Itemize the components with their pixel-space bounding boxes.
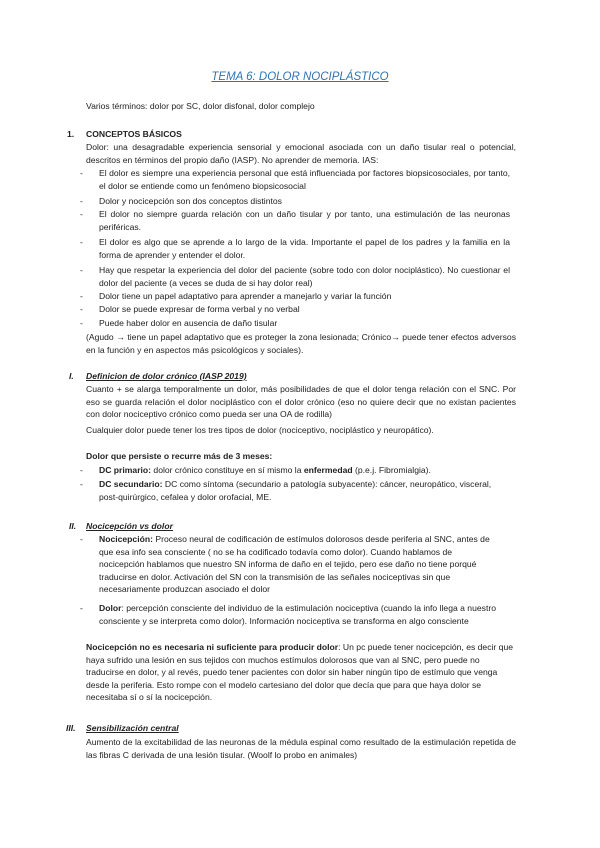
section-iii-numeral: III. [66, 723, 76, 733]
document-page: TEMA 6: DOLOR NOCIPLÁSTICO Varios términos: dolor por SC, dolor disfonal, dolor complejo 1. CONCEPTOS BÁSICOS Dolor: una desagradable experiencia sensorial y emocional asociada con un daño tisular real o potencial, descritos en términos del propio daño (IASP). No aprender de memoria. IAS: - El dolor es siempre una experiencia personal que está influenciada por factores biopsicosociales, por tanto, el dolor se entiende como un fenómeno biopsicosocial - Dolor y nocicepción son dos conceptos distintos - El dolor no siempre guarda relación con un daño tisular y por tanto, una estimulación de las neuronas periféricas. - El dolor es algo que se aprende a lo largo de la vida. Importante el papel de los padres y la familia en la forma de aprender y entender el dolor. - Hay que respetar la experiencia del dolor del paciente (sobre todo con dolor nociplástico). No cuestionar el dolor del paciente (a veces se duda de si hay dolor real) - Dolor tiene un papel adaptativo para aprender a manejarlo y variar la función - Dolor se puede expresar de forma verbal y no verbal - Puede haber dolor en ausencia de daño tisular (Agudo → tiene un papel adaptativo que es proteger la zona lesionada; Crónico→ puede tener efectos adversos en la función y en aspectos más psicológicos y sociales). I. Definicion de dolor crónico (IASP 2019) Cuanto + se alarga temporalmente un dolor, más posibilidades de que el dolor tenga relación con el SNC. Por eso se guarda relación el dolor nociplástico con el dolor crónico (eso no quiere decir que no existan pacientes con dolor nociceptivo crónico como pueda ser una OA de rodilla) Cualquier dolor puede tener los tres tipos de dolor (nociceptivo, nociplástico y neuropático). Dolor que persiste o recurre más de 3 meses: - DC primario: dolor crónico constituye en sí mismo la enfermedad (p.e.j. Fibromialgia). - DC secundario: DC como síntoma (secundario a patología subyacente): cáncer, neuropático, visceral, post-quirúrgico, cefalea y dolor orofacial, ME. II. Nocicepción vs dolor - Nocicepción: Proceso neural de codificación de estímulos dolorosos desde periferia al SNC, antes de que esa info sea consciente ( no se ha codificado todavía como dolor). Cuando hablamos de nocicepción hablamos que nuestro SN informa de daño en el tejido, pero ese daño no tiene porqué traducirse en dolor. Activación del SN con la transmisión de las señales nociceptivas sin que necesariamente produzcan asociado el dolor - Dolor: percepción consciente del individuo de la estimulación nociceptiva (cuando la info llega a nuestro consciente y se interpreta como dolor). Información nociceptiva se transforma en algo consciente Nocicepción no es necesaria ni suficiente para producir dolor: Un pc puede tener nocicepción, es decir que haya sufrido una lesión en sus tejidos con muchos estímulos dolorosos que van al SNC, pero puede no traducirse en dolor, y al revés, puedo tener pacientes con dolor sin haber ningún tipo de estímulo que venga desde la periferia. Esto rompe con el modelo cartesiano del dolor que decía que para que haya dolor se necesitaba sí o sí la nocicepción. III. Sensibilización central Aumento de la excitabilidad de las neuronas de la médula espinal como resultado de la estimulación repetida de las fibras C derivada de una lesión tisular. (Woolf lo probo en animales) [0, 0, 600, 848]
section-iii-title: Sensibilización central [86, 723, 179, 733]
section-i-numeral: I. [69, 371, 74, 381]
section-i-paragraph-2: Cualquier dolor puede tener los tres tipos de dolor (nociceptivo, nociplástico y neuropático). [86, 425, 434, 435]
section-i-paragraph-1: Cuanto + se alarga temporalmente un dolor, más posibilidades de que el dolor tenga relación con el SNC. Por eso se guarda relación el dolor nociplástico con el dolor crónico (eso no quiere decir que no existan pacientes con dolor nociceptivo crónico como pueda ser una OA de rodilla) [86, 384, 516, 420]
document-title: TEMA 6: DOLOR NOCIPLÁSTICO [211, 71, 389, 83]
section-i-title: Definicion de dolor crónico (IASP 2019) [86, 371, 247, 381]
section-iii-paragraph: Aumento de la excitabilidad de las neuronas de la médula espinal como resultado de la estimulación repetida de las fibras C derivada de una lesión tisular. (Woolf lo probo en animales) [86, 737, 516, 760]
section-ii-numeral: II. [69, 521, 77, 531]
section-i-subheading: Dolor que persiste o recurre más de 3 meses: [86, 451, 273, 461]
section-1-title: CONCEPTOS BÁSICOS [86, 129, 182, 139]
section-ii-paragraph: Nocicepción no es necesaria ni suficiente para producir dolor: Un pc puede tener nocicepción, es decir que haya sufrido una lesión en sus tejidos con muchos estímulos dolorosos que van al SNC, pero puede no traducirse en dolor, y al revés, puedo tener pacientes con dolor sin haber ningún tipo de estímulo que venga desde la periferia. Esto rompe con el modelo cartesiano del dolor que decía que para que haya dolor se necesitaba sí o sí la nocicepción. [86, 642, 514, 703]
section-1-paragraph: Dolor: una desagradable experiencia sensorial y emocional asociada con un daño tisular real o potencial, descritos en términos del propio daño (IASP). No aprender de memoria. IAS: [86, 142, 516, 165]
intro-line: Varios términos: dolor por SC, dolor disfonal, dolor complejo [86, 101, 315, 111]
section-ii-title: Nocicepción vs dolor [86, 521, 173, 531]
section-1-number: 1. [67, 129, 75, 139]
section-1-note: (Agudo → tiene un papel adaptativo que es proteger la zona lesionada; Crónico→ puede tener efectos adversos en la función y en aspectos más psicológicos y sociales). [86, 332, 516, 355]
